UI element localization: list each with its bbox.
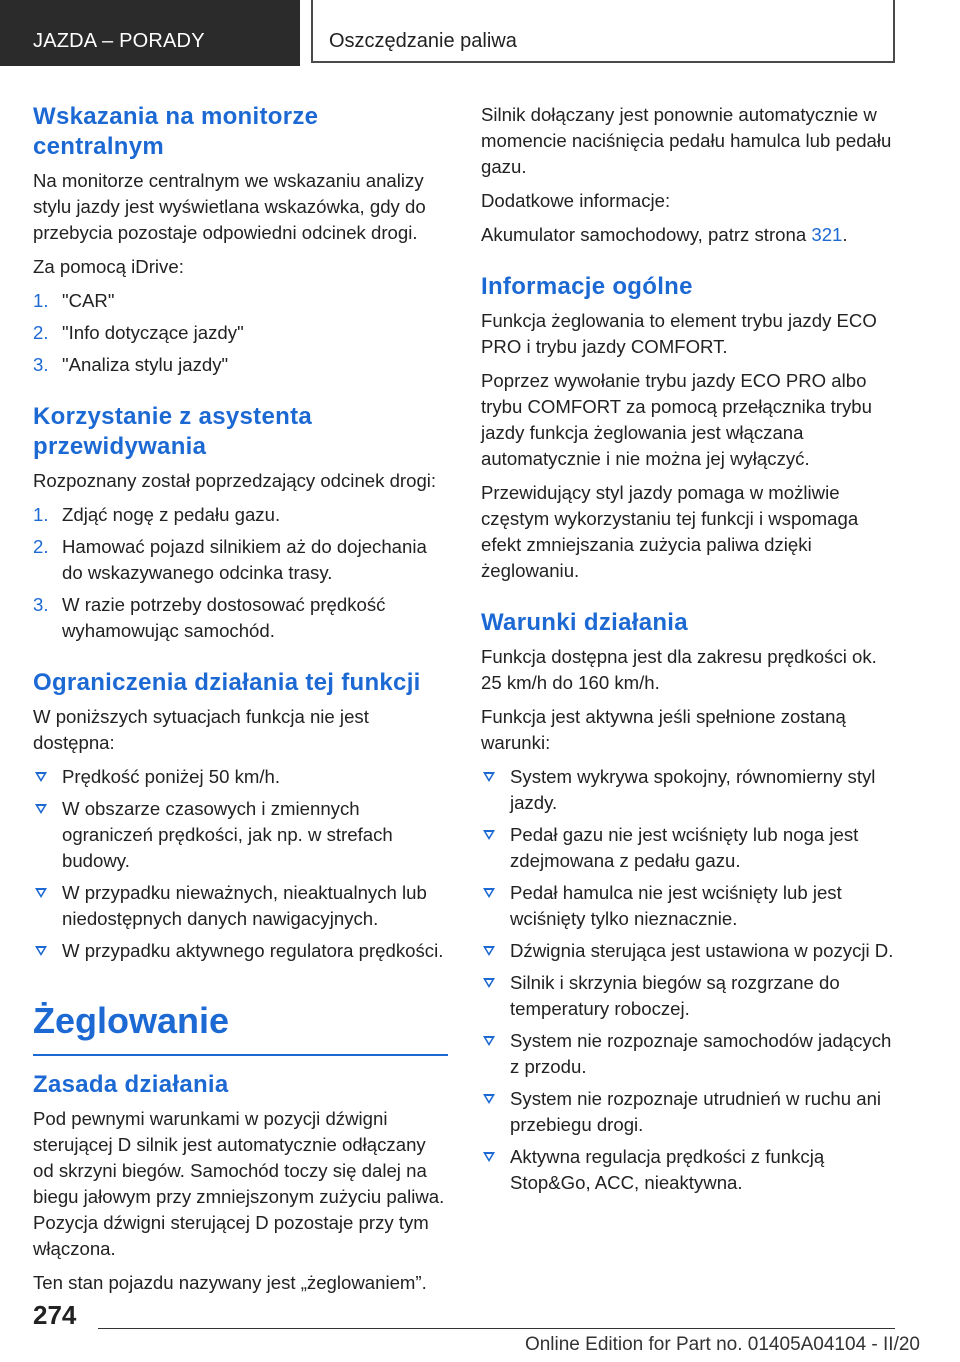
paragraph-silnik: Silnik dołączany jest ponownie automatycznie w momencie naciśnięcia pedału hamulca lub pedału gazu. xyxy=(481,104,892,177)
list-item xyxy=(33,320,448,346)
heading-zasada: Zasada działania xyxy=(33,1071,229,1098)
triangle-bullet-icon xyxy=(483,888,495,898)
list-item: System wykrywa spokojny, równomierny styl jazdy. xyxy=(481,764,896,816)
list-item xyxy=(33,534,448,586)
list-item: W przypadku aktywnego regulatora prędkości. xyxy=(33,938,448,964)
page-link[interactable]: 321 xyxy=(811,224,843,245)
triangle-bullet-icon xyxy=(483,946,495,956)
list-item xyxy=(33,352,448,378)
paragraph-stan: Ten stan pojazdu nazywany jest „żeglowaniem”. xyxy=(33,1272,427,1293)
footer-edition: Online Edition for Part no. 01405A04104 - II/20 xyxy=(524,1334,920,1355)
heading-zeglowanie: Żeglowanie xyxy=(33,998,448,1056)
list-item: System nie rozpoznaje samochodów jadących z przodu. xyxy=(481,1028,896,1080)
list-item xyxy=(33,502,448,528)
paragraph-warunki-2: Funkcja jest aktywna jeśli spełnione zostaną warunki: xyxy=(481,706,846,753)
list-item: Pedał hamulca nie jest wciśnięty lub jest wciśnięty tylko nieznacznie. xyxy=(481,880,896,932)
triangle-bullet-icon xyxy=(483,772,495,782)
triangle-bullet-icon xyxy=(483,1094,495,1104)
step-number: 3. xyxy=(33,594,49,615)
triangle-bullet-icon xyxy=(483,978,495,988)
triangle-bullet-icon xyxy=(35,804,47,814)
chapter-title: Oszczędzanie paliwa xyxy=(311,0,895,63)
step-number: 1. xyxy=(33,504,49,525)
list-item: Dźwignia sterująca jest ustawiona w pozycji D. xyxy=(481,938,896,964)
triangle-bullet-icon xyxy=(483,1036,495,1046)
left-column xyxy=(33,102,448,1304)
triangle-bullet-icon xyxy=(483,830,495,840)
step-text: "Analiza stylu jazdy" xyxy=(62,354,229,375)
step-text: "Info dotyczące jazdy" xyxy=(62,322,244,343)
paragraph-idrive: Za pomocą iDrive: xyxy=(33,256,184,277)
paragraph-ogolne-1: Funkcja żeglowania to element trybu jazdy ECO PRO i trybu jazdy COMFORT. xyxy=(481,310,877,357)
list-item: W przypadku nieważnych, nieaktualnych lub niedostępnych danych nawigacyjnych. xyxy=(33,880,448,932)
heading-asystent: Korzystanie z asystenta przewidywania xyxy=(33,403,313,460)
step-text: Zdjąć nogę z pedału gazu. xyxy=(62,504,281,525)
step-number: 1. xyxy=(33,290,49,311)
page-header xyxy=(0,0,960,68)
step-number: 2. xyxy=(33,536,49,557)
paragraph-ograniczenia: W poniższych sytuacjach funkcja nie jest dostępna: xyxy=(33,706,369,753)
step-text: Hamować pojazd silnikiem aż do dojechania do wskazywanego odcinka trasy. xyxy=(62,536,427,583)
triangle-bullet-icon xyxy=(35,772,47,782)
list-item xyxy=(33,592,448,644)
ograniczenia-list xyxy=(33,764,448,964)
list-item: Aktywna regulacja prędkości z funkcją Stop&Go, ACC, nieaktywna. xyxy=(481,1144,896,1196)
paragraph-akumulator: Akumulator samochodowy, patrz strona 321. xyxy=(481,224,848,245)
page-number: 274 xyxy=(33,1300,77,1330)
paragraph-ogolne-3: Przewidujący styl jazdy pomaga w możliwie częstym wykorzystaniu tej funkcji i wspomaga efekt zmniejszania zużycia paliwa dzięki żeglowaniu. xyxy=(481,482,859,581)
paragraph-warunki-1: Funkcja dostępna jest dla zakresu prędkości ok. 25 km/h do 160 km/h. xyxy=(481,646,877,693)
idrive-steps xyxy=(33,288,448,378)
warunki-list xyxy=(481,764,896,1196)
asystent-steps xyxy=(33,502,448,644)
step-number: 3. xyxy=(33,354,49,375)
list-item: Silnik i skrzynia biegów są rozgrzane do temperatury roboczej. xyxy=(481,970,896,1022)
step-text: "CAR" xyxy=(62,290,115,311)
paragraph-dodatkowe: Dodatkowe informacje: xyxy=(481,190,671,211)
list-item: Pedał gazu nie jest wciśnięty lub noga jest zdejmowana z pedału gazu. xyxy=(481,822,896,874)
paragraph-asystent: Rozpoznany został poprzedzający odcinek drogi: xyxy=(33,470,437,491)
heading-ogolne: Informacje ogólne xyxy=(481,273,693,300)
heading-monitor: Wskazania na monitorze centralnym xyxy=(33,103,319,160)
triangle-bullet-icon xyxy=(35,888,47,898)
paragraph-monitor: Na monitorze centralnym we wskazaniu analizy stylu jazdy jest wyświetlana wskazówka, gdy do przebycia pozostaje odpowiedni odcinek drogi. xyxy=(33,170,426,243)
list-item xyxy=(33,288,448,314)
section-tab: JAZDA – PORADY xyxy=(0,0,300,66)
triangle-bullet-icon xyxy=(483,1152,495,1162)
heading-ograniczenia: Ograniczenia działania tej funkcji xyxy=(33,669,421,696)
triangle-bullet-icon xyxy=(35,946,47,956)
list-item: System nie rozpoznaje utrudnień w ruchu ani przebiegu drogi. xyxy=(481,1086,896,1138)
heading-warunki: Warunki działania xyxy=(481,609,688,636)
paragraph-ogolne-2: Poprzez wywołanie trybu jazdy ECO PRO albo trybu COMFORT za pomocą przełącznika trybu jazdy funkcja żeglowania jest włączana automatycznie i nie można jej wyłączyć. xyxy=(481,370,872,469)
step-text: W razie potrzeby dostosować prędkość wyhamowując samochód. xyxy=(62,594,386,641)
list-item: W obszarze czasowych i zmiennych ograniczeń prędkości, jak np. w strefach budowy. xyxy=(33,796,448,874)
right-column xyxy=(481,102,896,1204)
step-number: 2. xyxy=(33,322,49,343)
list-item: Prędkość poniżej 50 km/h. xyxy=(33,764,448,790)
footer-divider xyxy=(98,1328,895,1329)
paragraph-zasada: Pod pewnymi warunkami w pozycji dźwigni sterującej D silnik jest automatycznie odłączany od skrzyni biegów. Samochód toczy się dalej na biegu jałowym przy zmniejszonym zużyciu paliwa. Pozycja dźwigni sterującej D pozostaje przy tym włączona. xyxy=(33,1108,445,1259)
